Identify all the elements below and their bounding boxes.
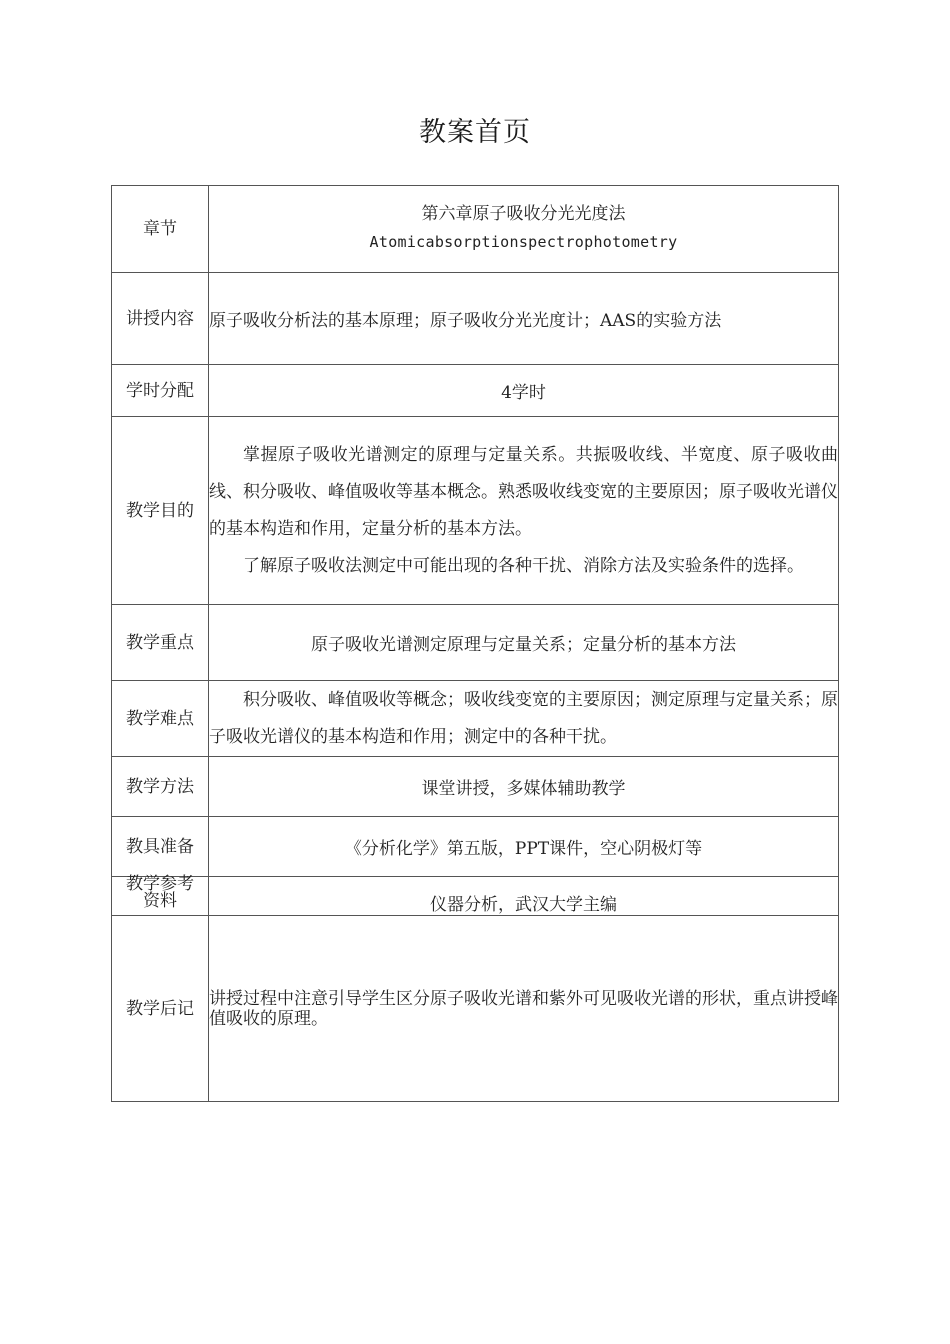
page-title: 教案首页 [419, 117, 531, 148]
label-key-points: 教学重点 [112, 605, 209, 681]
chapter-title-en: Atomicabsorptionspectrophotometry [369, 233, 678, 251]
table-row-hours [112, 365, 839, 417]
label-materials: 教具准备 [112, 817, 209, 877]
cell-chapter [209, 186, 839, 273]
label-references [112, 874, 209, 916]
label-references-line-2: 资料 [143, 891, 177, 911]
label-references-line-1: 教学参考 [126, 874, 194, 894]
label-difficulties: 教学难点 [112, 681, 209, 757]
label-hours: 学时分配 [112, 365, 209, 417]
cell-key-points: 原子吸收光谱测定原理与定量关系；定量分析的基本方法 [209, 605, 839, 681]
cell-objectives [209, 417, 839, 605]
table-row-methods [112, 757, 839, 817]
table-row-difficulties [112, 681, 839, 757]
label-methods: 教学方法 [112, 757, 209, 817]
table-row-objectives [112, 417, 839, 605]
label-content: 讲授内容 [112, 273, 209, 365]
cell-methods: 课堂讲授，多媒体辅助教学 [209, 757, 839, 817]
table-row-notes [112, 916, 839, 1102]
objectives-paragraph-2: 了解原子吸收法测定中可能出现的各种干扰、消除方法及实验条件的选择。 [243, 555, 804, 576]
references-value: 仪器分析，武汉大学主编 [430, 895, 617, 915]
cell-hours: 4学时 [209, 365, 839, 417]
difficulties-text: 积分吸收、峰值吸收等概念；吸收线变宽的主要原因；测定原理与定量关系；原子吸收光谱仪的基本构造和作用；测定中的各种干扰。 [209, 689, 838, 747]
label-chapter: 章节 [112, 186, 209, 273]
table-row-chapter [112, 186, 839, 273]
notes-text: 讲授过程中注意引导学生区分原子吸收光谱和紫外可见吸收光谱的形状，重点讲授峰值吸收的原理。 [209, 988, 838, 1029]
label-notes: 教学后记 [112, 916, 209, 1102]
table-row-references [112, 877, 839, 916]
cell-difficulties [209, 681, 839, 757]
table-row-key-points [112, 605, 839, 681]
objectives-paragraph-1: 掌握原子吸收光谱测定的原理与定量关系。共振吸收线、半宽度、原子吸收曲线、积分吸收、峰值吸收等基本概念。熟悉吸收线变宽的主要原因；原子吸收光谱仪的基本构造和作用，定量分析的基本方法。 [209, 444, 838, 539]
cell-content: 原子吸收分析法的基本原理；原子吸收分光光度计；AAS的实验方法 [209, 273, 839, 365]
cell-references [209, 877, 839, 916]
table-row-materials [112, 817, 839, 877]
cell-materials: 《分析化学》第五版，PPT课件，空心阴极灯等 [209, 817, 839, 877]
table-row-content [112, 273, 839, 365]
lesson-plan-table [111, 185, 839, 1102]
cell-notes [209, 916, 839, 1102]
label-objectives: 教学目的 [112, 417, 209, 605]
chapter-title-cn: 第六章原子吸收分光光度法 [421, 204, 626, 224]
